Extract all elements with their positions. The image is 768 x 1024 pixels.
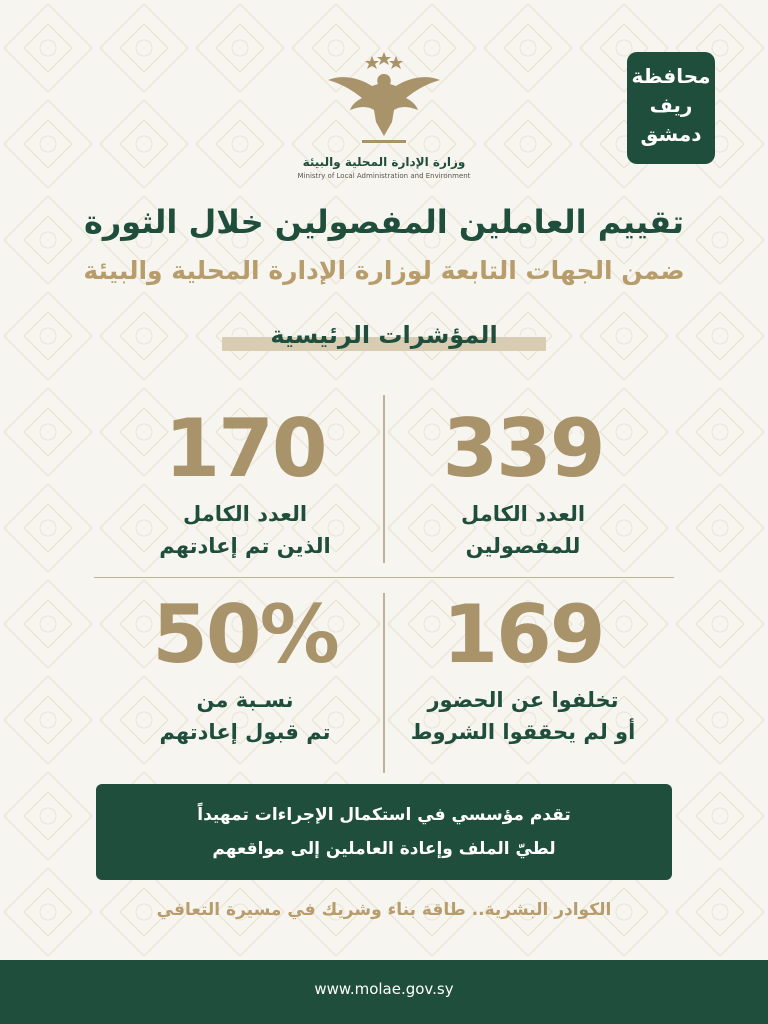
progress-line: لطيّ الملف وإعادة العاملين إلى مواقعهم: [212, 839, 556, 859]
stat-label-line: نسـبة من: [196, 688, 294, 712]
stat-label-percentage: [125, 684, 365, 748]
divider-vertical-bottom: [383, 593, 385, 773]
page-subtitle: ضمن الجهات التابعة لوزارة الإدارة المحلية والبيئة: [83, 256, 685, 285]
stat-label-line: العدد الكامل: [182, 502, 308, 526]
footer: [0, 960, 768, 1024]
stat-value-absent: 169: [442, 588, 604, 681]
stat-value-percentage: 50%: [152, 588, 338, 681]
progress-line: تقدم مؤسسي في استكمال الإجراءات تمهيداً: [197, 805, 571, 825]
progress-box: [96, 784, 672, 880]
badge-line: دمشق: [640, 122, 702, 146]
governorate-badge: [627, 52, 715, 164]
stat-label-line: العدد الكامل: [460, 502, 586, 526]
badge-line: ريف: [649, 93, 693, 117]
stat-label-total: [403, 498, 643, 562]
divider-horizontal: [94, 577, 674, 578]
website-link[interactable]: www.molae.gov.sy: [314, 980, 454, 998]
stat-value-total: 339: [442, 402, 604, 495]
divider-vertical-top: [383, 395, 385, 563]
stat-label-line: للمفصولين: [465, 534, 581, 558]
indicators-heading: المؤشرات الرئيسية: [270, 321, 498, 349]
eagle-emblem-icon: [322, 50, 446, 150]
stat-label-line: تم قبول إعادتهم: [159, 720, 331, 744]
ministry-name-en: Ministry of Local Administration and Environment: [297, 172, 471, 180]
stat-label-line: الذين تم إعادتهم: [159, 534, 331, 558]
ministry-name-ar: وزارة الإدارة المحلية والبيئة: [302, 155, 466, 169]
page-title: تقييم العاملين المفصولين خلال الثورة: [83, 203, 685, 241]
stat-label-line: تخلفوا عن الحضور: [427, 688, 619, 712]
stat-label-returned: [125, 498, 365, 562]
stat-label-absent: [403, 684, 643, 748]
badge-line: محافظة: [631, 64, 711, 88]
stat-label-line: أو لم يحققوا الشروط: [410, 720, 636, 744]
tagline: الكوادر البشرية.. طاقة بناء وشريك في مسيرة التعافي: [156, 900, 612, 920]
stat-value-returned: 170: [164, 402, 326, 495]
